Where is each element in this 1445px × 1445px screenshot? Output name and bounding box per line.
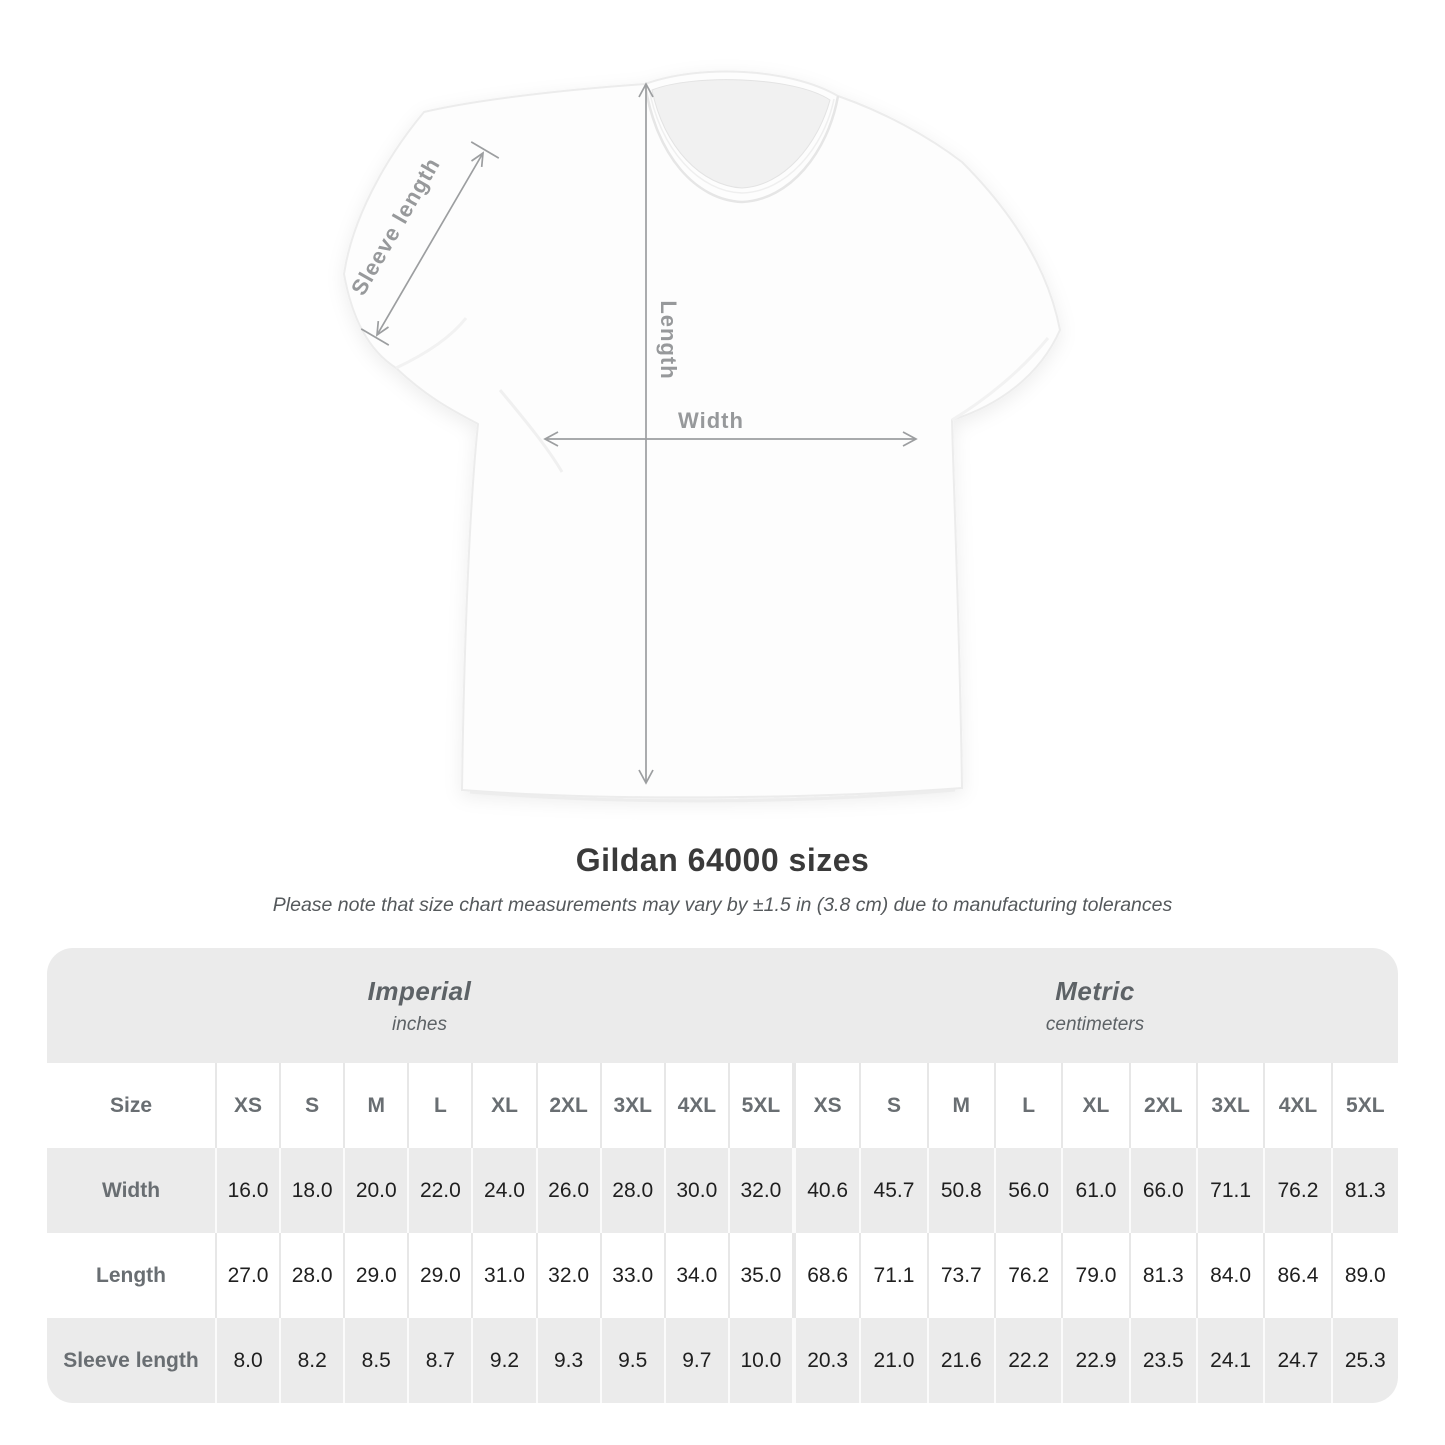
width-label: Width <box>678 408 744 433</box>
imperial-group-header <box>47 948 792 1063</box>
unit-header-band <box>47 948 1398 1063</box>
size-column-header: XL <box>1061 1063 1128 1148</box>
size-value-cell: 71.1 <box>859 1233 926 1318</box>
size-value-cell: 22.0 <box>407 1148 471 1233</box>
size-value-cell: 28.0 <box>600 1148 664 1233</box>
size-column-header: XL <box>471 1063 535 1148</box>
metric-label: Metric <box>1055 975 1135 1006</box>
size-value-cell: 86.4 <box>1263 1233 1330 1318</box>
size-value-cell: 9.7 <box>664 1318 728 1403</box>
measure-row-label: Sleeve length <box>47 1318 215 1403</box>
measure-row-label: Width <box>47 1148 215 1233</box>
size-value-cell: 50.8 <box>927 1148 994 1233</box>
metric-unit: centimeters <box>1045 1013 1145 1035</box>
size-value-cell: 73.7 <box>927 1233 994 1318</box>
size-value-cell: 84.0 <box>1196 1233 1263 1318</box>
size-column-header: M <box>927 1063 994 1148</box>
length-label: Length <box>656 300 681 380</box>
size-value-cell: 26.0 <box>536 1148 600 1233</box>
size-column-header: 4XL <box>664 1063 728 1148</box>
size-value-cell: 29.0 <box>407 1233 471 1318</box>
size-column-header: 2XL <box>1129 1063 1196 1148</box>
measure-row-label: Length <box>47 1233 215 1318</box>
size-value-cell: 76.2 <box>994 1233 1061 1318</box>
size-value-cell: 66.0 <box>1129 1148 1196 1233</box>
size-value-cell: 34.0 <box>664 1233 728 1318</box>
size-value-cell: 8.2 <box>279 1318 343 1403</box>
size-value-cell: 8.7 <box>407 1318 471 1403</box>
size-column-header: 5XL <box>1331 1063 1398 1148</box>
size-column-header: S <box>859 1063 926 1148</box>
size-value-cell: 10.0 <box>728 1318 792 1403</box>
size-column-header: L <box>994 1063 1061 1148</box>
size-value-cell: 22.9 <box>1061 1318 1128 1403</box>
imperial-unit: inches <box>392 1013 447 1035</box>
size-grid <box>47 1063 1398 1403</box>
size-value-cell: 29.0 <box>343 1233 407 1318</box>
size-value-cell: 81.3 <box>1129 1233 1196 1318</box>
size-value-cell: 61.0 <box>1061 1148 1128 1233</box>
size-column-header: 2XL <box>536 1063 600 1148</box>
size-value-cell: 22.2 <box>994 1318 1061 1403</box>
size-value-cell: 24.7 <box>1263 1318 1330 1403</box>
size-value-cell: 24.1 <box>1196 1318 1263 1403</box>
size-value-cell: 32.0 <box>536 1233 600 1318</box>
size-value-cell: 31.0 <box>471 1233 535 1318</box>
size-value-cell: 9.2 <box>471 1318 535 1403</box>
size-value-cell: 8.5 <box>343 1318 407 1403</box>
size-column-header: L <box>407 1063 471 1148</box>
page-title: Gildan 64000 sizes <box>575 842 870 878</box>
size-value-cell: 56.0 <box>994 1148 1061 1233</box>
size-value-cell: 71.1 <box>1196 1148 1263 1233</box>
metric-group-header <box>792 948 1398 1063</box>
size-value-cell: 68.6 <box>792 1233 859 1318</box>
size-value-cell: 20.0 <box>343 1148 407 1233</box>
size-value-cell: 45.7 <box>859 1148 926 1233</box>
size-value-cell: 23.5 <box>1129 1318 1196 1403</box>
size-value-cell: 21.0 <box>859 1318 926 1403</box>
size-corner-header: Size <box>47 1063 215 1148</box>
tolerance-note: Please note that size chart measurements may vary by ±1.5 in (3.8 cm) due to manufacturing tolerances <box>272 894 1173 916</box>
size-value-cell: 24.0 <box>471 1148 535 1233</box>
size-column-header: 3XL <box>1196 1063 1263 1148</box>
size-value-cell: 20.3 <box>792 1318 859 1403</box>
size-value-cell: 30.0 <box>664 1148 728 1233</box>
size-column-header: S <box>279 1063 343 1148</box>
size-value-cell: 79.0 <box>1061 1233 1128 1318</box>
size-column-header: 3XL <box>600 1063 664 1148</box>
size-column-header: XS <box>215 1063 279 1148</box>
size-value-cell: 35.0 <box>728 1233 792 1318</box>
size-chart-table <box>47 948 1398 1403</box>
size-value-cell: 8.0 <box>215 1318 279 1403</box>
tshirt-shape <box>344 72 1060 801</box>
size-column-header: 5XL <box>728 1063 792 1148</box>
size-value-cell: 25.3 <box>1331 1318 1398 1403</box>
size-value-cell: 28.0 <box>279 1233 343 1318</box>
size-value-cell: 21.6 <box>927 1318 994 1403</box>
size-value-cell: 89.0 <box>1331 1233 1398 1318</box>
size-column-header: 4XL <box>1263 1063 1330 1148</box>
size-column-header: M <box>343 1063 407 1148</box>
size-value-cell: 18.0 <box>279 1148 343 1233</box>
size-value-cell: 16.0 <box>215 1148 279 1233</box>
size-value-cell: 81.3 <box>1331 1148 1398 1233</box>
size-column-header: XS <box>792 1063 859 1148</box>
size-value-cell: 33.0 <box>600 1233 664 1318</box>
size-value-cell: 40.6 <box>792 1148 859 1233</box>
size-value-cell: 27.0 <box>215 1233 279 1318</box>
size-value-cell: 76.2 <box>1263 1148 1330 1233</box>
imperial-label: Imperial <box>367 975 472 1006</box>
size-value-cell: 9.5 <box>600 1318 664 1403</box>
size-value-cell: 32.0 <box>728 1148 792 1233</box>
size-value-cell: 9.3 <box>536 1318 600 1403</box>
sleeve-length-label: Sleeve length <box>345 152 446 300</box>
